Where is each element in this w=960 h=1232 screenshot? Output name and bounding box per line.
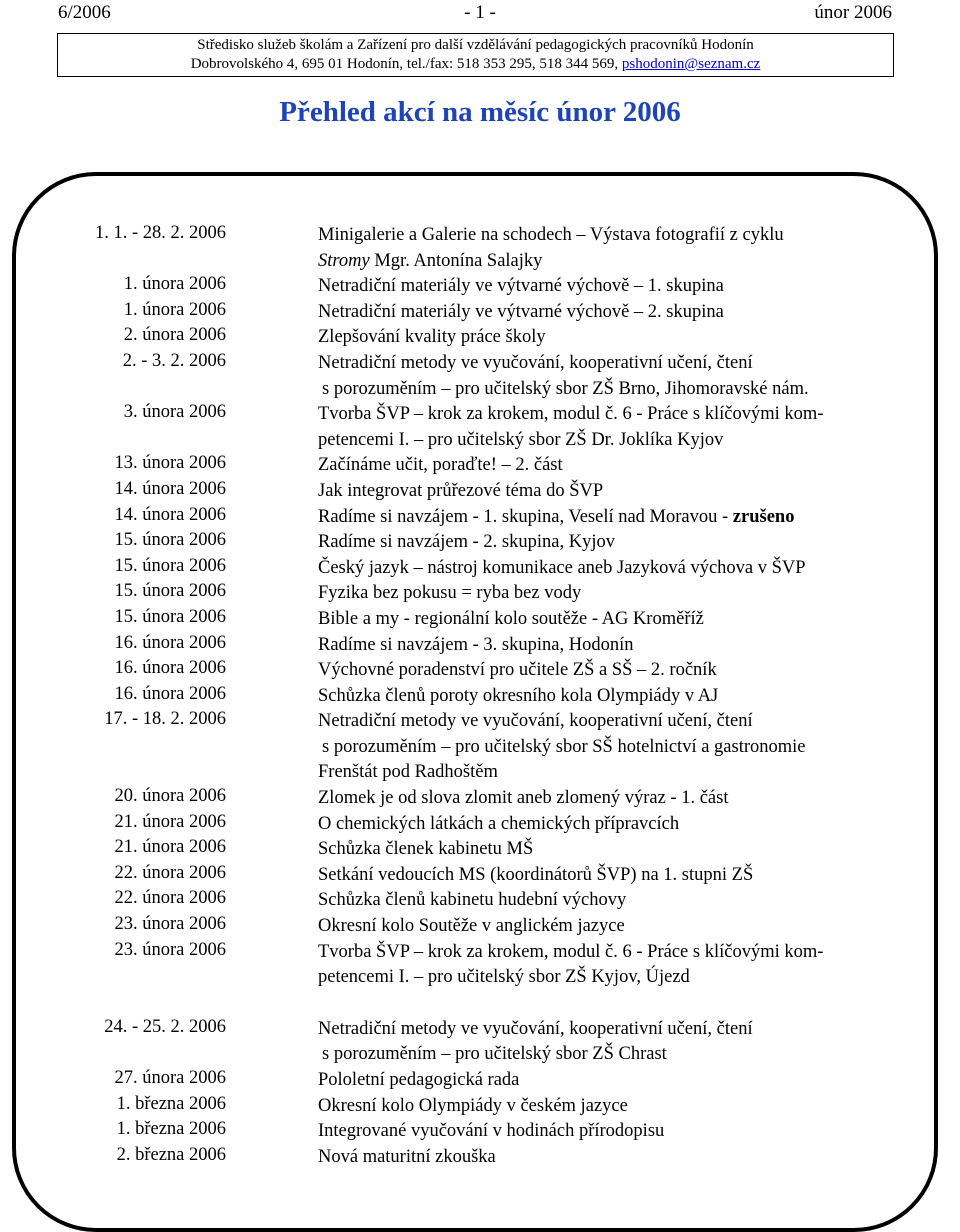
- event-row: [60, 452, 930, 478]
- event-date: 15. února 2006: [114, 581, 226, 602]
- event-title: Tvorba ŠVP – krok za krokem, modul č. 6 - Práce s klíčovými kom-: [318, 941, 824, 962]
- event-title: Minigalerie a Galerie na schodech – Výstava fotografií z cyklu: [318, 225, 784, 245]
- event-date: 15. února 2006: [114, 555, 226, 576]
- event-title: Schůzka členů kabinetu hudební výchovy: [318, 890, 627, 911]
- event-title: Schůzka členek kabinetu MŠ: [318, 839, 534, 860]
- event-date: 21. února 2006: [114, 837, 226, 858]
- event-title-cont: s porozuměním – pro učitelský sbor SŠ hotelnictví a gastronomie: [322, 736, 806, 757]
- event-title-cont: Frenštát pod Radhoštěm: [318, 762, 498, 783]
- event-date: 20. února 2006: [114, 786, 226, 807]
- event-row: [60, 939, 930, 990]
- event-date: 15. února 2006: [114, 530, 226, 551]
- event-date: 2. února 2006: [123, 325, 226, 346]
- event-date: 22. února 2006: [114, 888, 226, 909]
- event-row: [60, 683, 930, 709]
- event-title: Radíme si navzájem - 2. skupina, Kyjov: [318, 532, 615, 553]
- event-title: Tvorba ŠVP – krok za krokem, modul č. 6 - Práce s klíčovými kom-: [318, 404, 824, 425]
- event-title: Netradiční metody ve vyučování, kooperativní učení, čtení: [318, 1018, 753, 1039]
- event-date: 14. února 2006: [114, 478, 226, 499]
- event-title: Okresní kolo Soutěže v anglickém jazyce: [318, 916, 625, 937]
- event-title: Okresní kolo Olympiády v českém jazyce: [318, 1095, 628, 1116]
- event-title: O chemických látkách a chemických přípravcích: [318, 813, 680, 834]
- page-number: - 1 -: [464, 2, 496, 23]
- event-row: [60, 836, 930, 862]
- page-title: Přehled akcí na měsíc únor 2006: [279, 96, 681, 128]
- institution-box: [57, 33, 894, 77]
- event-row: [60, 299, 930, 325]
- event-row: [60, 504, 930, 530]
- event-title: Jak integrovat průřezové téma do ŠVP: [318, 480, 604, 501]
- event-title: Netradiční metody ve vyučování, kooperativní učení, čtení: [318, 711, 753, 732]
- event-date: 1. března 2006: [116, 1093, 226, 1114]
- event-date: 13. února 2006: [114, 453, 226, 474]
- event-row: [60, 1067, 930, 1093]
- event-title: Integrované vyučování v hodinách přírodopisu: [318, 1121, 665, 1142]
- event-row: [60, 222, 930, 273]
- event-title-cont: s porozuměním – pro učitelský sbor ZŠ Chrast: [322, 1044, 667, 1065]
- event-date: 2. - 3. 2. 2006: [122, 350, 226, 371]
- event-row: [60, 708, 930, 785]
- event-row: [60, 862, 930, 888]
- event-title: Zlepšování kvality práce školy: [318, 327, 546, 348]
- event-title: Výchovné poradenství pro učitele ZŠ a SŠ – 2. ročník: [318, 660, 717, 681]
- event-row: [60, 1016, 930, 1067]
- event-title: Radíme si navzájem - 3. skupina, Hodonín: [318, 634, 634, 655]
- event-row: [60, 273, 930, 299]
- event-row: [60, 555, 930, 581]
- event-row: [60, 1144, 930, 1170]
- event-date: 1. 1. - 28. 2. 2006: [94, 223, 226, 243]
- event-row: [60, 580, 930, 606]
- event-date: 16. února 2006: [114, 658, 226, 679]
- event-row: [60, 811, 930, 837]
- event-title: Netradiční materiály ve výtvarné výchově – 2. skupina: [318, 301, 724, 322]
- event-date: 16. února 2006: [114, 632, 226, 653]
- event-date: 21. února 2006: [114, 811, 226, 832]
- event-title-italic: Stromy: [318, 250, 370, 271]
- event-title: Zlomek je od slova zlomit aneb zlomený výraz - 1. část: [318, 788, 729, 809]
- event-row: [60, 632, 930, 658]
- event-date: 23. února 2006: [114, 939, 226, 960]
- event-row: [60, 1118, 930, 1144]
- institution-name: Středisko služeb školám a Zařízení pro další vzdělávání pedagogických pracovníků Hodonín: [197, 37, 754, 53]
- event-title-cont: petencemi I. – pro učitelský sbor ZŠ Kyjov, Újezd: [318, 967, 690, 988]
- event-date: 1. března 2006: [116, 1119, 226, 1140]
- event-date: 17. - 18. 2. 2006: [104, 709, 226, 730]
- event-date: 16. února 2006: [114, 683, 226, 704]
- event-row: [60, 785, 930, 811]
- institution-address: [58, 55, 893, 74]
- event-row: [60, 1093, 930, 1119]
- event-row: [60, 401, 930, 452]
- event-date: 3. února 2006: [123, 402, 226, 423]
- event-date: 23. února 2006: [114, 914, 226, 935]
- event-title: Začínáme učit, poraďte! – 2. část: [318, 455, 563, 476]
- event-title: Radíme si navzájem - 1. skupina, Veselí nad Moravou -: [318, 506, 733, 527]
- event-row: [60, 657, 930, 683]
- event-title: Nová maturitní zkouška: [318, 1146, 496, 1167]
- event-date: 22. února 2006: [114, 862, 226, 883]
- spacer: [60, 990, 930, 1016]
- institution-contact: Dobrovolského 4, 695 01 Hodonín, tel./fax: 518 353 295, 518 344 569,: [190, 56, 622, 72]
- header-right: únor 2006: [814, 2, 892, 23]
- header-left: 6/2006: [58, 2, 111, 23]
- event-title: Pololetní pedagogická rada: [318, 1070, 520, 1091]
- event-row: [60, 913, 930, 939]
- event-row: [60, 350, 930, 401]
- event-date: 14. února 2006: [114, 504, 226, 525]
- event-date: 1. února 2006: [123, 274, 226, 295]
- event-title: Fyzika bez pokusu = ryba bez vody: [318, 583, 582, 604]
- event-row: [60, 478, 930, 504]
- event-date: 27. února 2006: [114, 1068, 226, 1089]
- event-date: 2. března 2006: [116, 1144, 226, 1165]
- event-date: 24. - 25. 2. 2006: [104, 1016, 226, 1037]
- event-row: [60, 529, 930, 555]
- event-row: [60, 324, 930, 350]
- event-date: 15. února 2006: [114, 606, 226, 627]
- event-title-cont: petencemi I. – pro učitelský sbor ZŠ Dr. Joklíka Kyjov: [318, 429, 724, 450]
- event-title-cont: Mgr. Antonína Salajky: [369, 250, 543, 271]
- event-list: [60, 222, 930, 1169]
- event-title: Netradiční metody ve vyučování, kooperativní učení, čtení: [318, 352, 753, 373]
- cancelled-label: zrušeno: [732, 506, 795, 527]
- email-link[interactable]: pshodonin@seznam.cz: [621, 56, 761, 72]
- event-title-cont: s porozuměním – pro učitelský sbor ZŠ Brno, Jihomoravské nám.: [322, 378, 809, 399]
- event-title: Český jazyk – nástroj komunikace aneb Jazyková výchova v ŠVP: [318, 557, 806, 578]
- event-row: [60, 606, 930, 632]
- event-title: Schůzka členů poroty okresního kola Olympiády v AJ: [318, 685, 719, 706]
- event-title: Bible a my - regionální kolo soutěže - AG Kroměříž: [318, 608, 704, 629]
- event-title: Netradiční materiály ve výtvarné výchově – 1. skupina: [318, 276, 724, 297]
- event-title: Setkání vedoucích MS (koordinátorů ŠVP) na 1. stupni ZŠ: [318, 864, 754, 885]
- event-date: 1. února 2006: [123, 299, 226, 320]
- event-row: [60, 887, 930, 913]
